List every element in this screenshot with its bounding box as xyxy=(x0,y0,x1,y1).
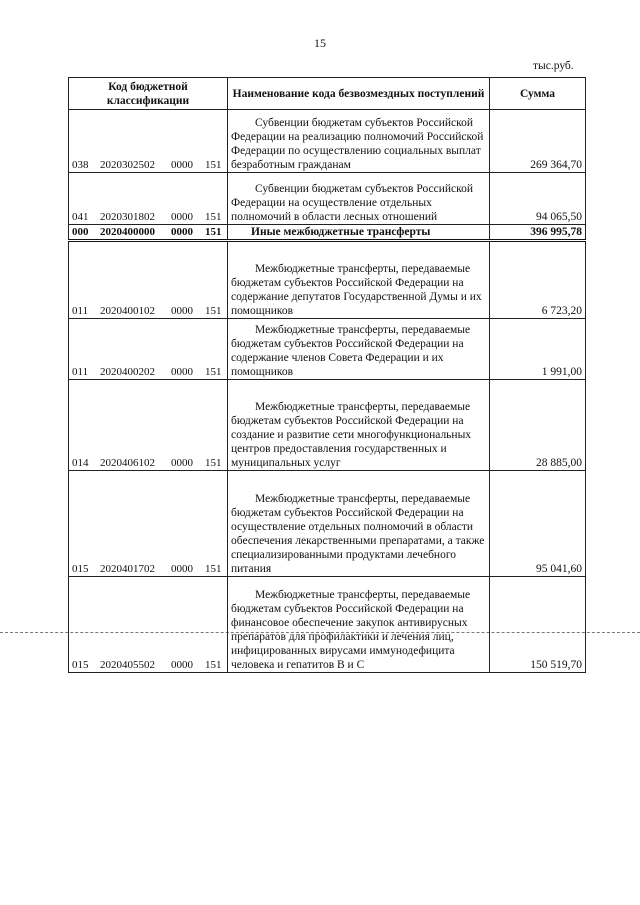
code-cell: 011 2020400202 0000 151 xyxy=(69,319,228,380)
table-row xyxy=(69,471,586,577)
header-sum: Сумма xyxy=(490,78,586,110)
code-cell: 038 2020302502 0000 151 xyxy=(69,110,228,173)
sum-cell: 396 995,78 xyxy=(490,225,586,241)
name-cell: Субвенции бюджетам субъектов Российской Федерации на осуществление отдельных полномочий в области лесных отношений xyxy=(228,173,490,225)
code-cell: 000 2020400000 0000 151 xyxy=(69,225,228,241)
page-number: 15 xyxy=(314,36,326,50)
table-row xyxy=(69,577,586,673)
name-cell: Иные межбюджетные трансферты xyxy=(228,225,490,241)
sum-cell: 95 041,60 xyxy=(490,471,586,577)
code-cell: 015 2020401702 0000 151 xyxy=(69,471,228,577)
name-cell: Межбюджетные трансферты, передаваемые бюджетам субъектов Российской Федерации на осуществление отдельных полномочий в области обеспечения лекарственными препаратами, а также специализированными продуктами лечебного питания xyxy=(228,471,490,577)
sum-cell: 150 519,70 xyxy=(490,577,586,673)
header-name: Наименование кода безвозмездных поступлений xyxy=(228,78,490,110)
name-cell: Межбюджетные трансферты, передаваемые бюджетам субъектов Российской Федерации на содержание депутатов Государственной Думы и их помощников xyxy=(228,241,490,319)
table-row xyxy=(69,110,586,173)
unit-label: тыс.руб. xyxy=(533,60,574,72)
table-row xyxy=(69,241,586,319)
table-row xyxy=(69,319,586,380)
code-cell: 014 2020406102 0000 151 xyxy=(69,380,228,471)
code-cell: 011 2020400102 0000 151 xyxy=(69,241,228,319)
budget-table xyxy=(68,77,586,673)
sum-cell: 1 991,00 xyxy=(490,319,586,380)
name-cell: Межбюджетные трансферты, передаваемые бюджетам субъектов Российской Федерации на создание и развитие сети многофункциональных центров предоставления государственных и муниципальных услуг xyxy=(228,380,490,471)
name-cell: Субвенции бюджетам субъектов Российской Федерации на реализацию полномочий Российской Федерации по осуществлению социальных выплат безработным гражданам xyxy=(228,110,490,173)
sum-cell: 28 885,00 xyxy=(490,380,586,471)
sum-cell: 94 065,50 xyxy=(490,173,586,225)
name-cell: Межбюджетные трансферты, передаваемые бюджетам субъектов Российской Федерации на содержание членов Совета Федерации и их помощников xyxy=(228,319,490,380)
header-code: Код бюджетной классификации xyxy=(69,78,228,110)
sum-cell: 269 364,70 xyxy=(490,110,586,173)
code-cell: 015 2020405502 0000 151 xyxy=(69,577,228,673)
code-cell: 041 2020301802 0000 151 xyxy=(69,173,228,225)
table-header-row xyxy=(69,78,586,110)
name-cell: Межбюджетные трансферты, передаваемые бюджетам субъектов Российской Федерации на финансовое обеспечение закупок антивирусных препаратов для профилактики и лечения лиц, инфицированных вирусами иммунодефицита человека и гепатитов В и С xyxy=(228,577,490,673)
sum-cell: 6 723,20 xyxy=(490,241,586,319)
table-row-total xyxy=(69,225,586,241)
table-row xyxy=(69,173,586,225)
table-row xyxy=(69,380,586,471)
